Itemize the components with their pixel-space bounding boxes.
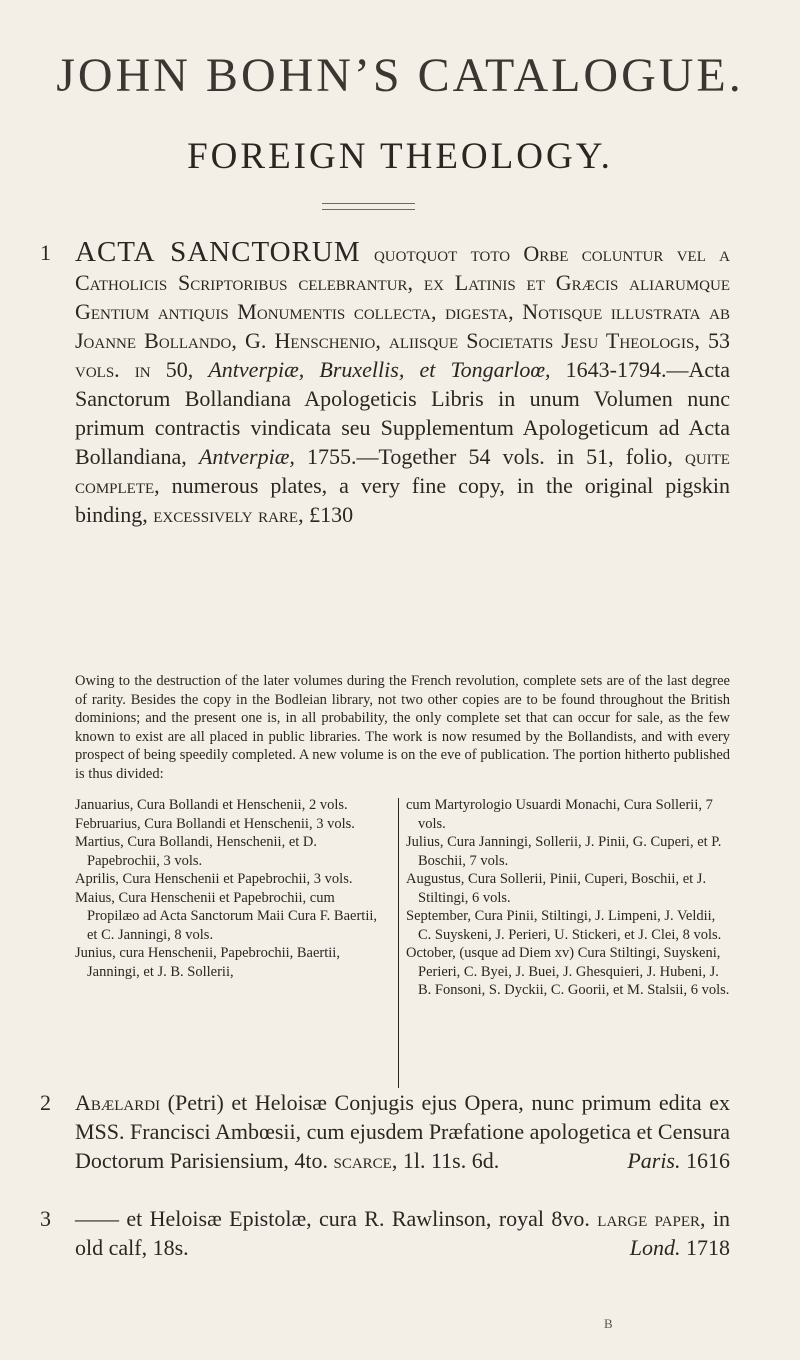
entry-imprint: Lond. 1718 <box>629 1235 730 1260</box>
months-column-right <box>406 796 730 1000</box>
list-item: Januarius, Cura Bollandi et Henschenii, 2 vols. <box>75 797 348 813</box>
entry-imprint: Paris. 1616 <box>627 1148 730 1173</box>
months-column-left <box>75 796 380 981</box>
list-item: Martius, Cura Bollandi, Henschenii, et D. Papebrochii, 3 vols. <box>75 834 318 869</box>
list-item: Junius, cura Henschenii, Papebrochii, Baertii, Janningi, et J. B. Sollerii, <box>75 945 340 980</box>
entry-price: in old calf, 18s. <box>75 1206 730 1260</box>
section-title: FOREIGN THEOLOGY. <box>187 136 613 177</box>
divider-rule <box>322 203 415 204</box>
list-item: Februarius, Cura Bollandi et Henschenii, 3 vols. <box>75 815 355 832</box>
entry-author: Abælardi <box>75 1090 161 1115</box>
entry-number: 3 <box>40 1206 51 1231</box>
list-item: Julius, Cura Janningi, Sollerii, J. Pinii, G. Cuperi, et P. Boschii, 7 vols. <box>406 834 722 869</box>
entry-number: 1 <box>40 240 51 265</box>
list-item: Aprilis, Cura Henschenii et Papebrochii, 3 vols. <box>75 871 353 887</box>
divider-rule <box>322 209 415 210</box>
list-item: Maius, Cura Henschenii et Papebrochii, cum Propilæo ad Acta Sanctorum Maii Cura F. Baertii, et C. Janningi, 8 vols. <box>75 889 378 943</box>
entry-price: £130 <box>303 502 354 527</box>
entry-title: ACTA SANCTORUM <box>75 236 361 268</box>
signature-mark: B <box>604 1316 613 1331</box>
column-divider <box>398 798 399 1088</box>
entry-text: ACTA SANCTORUM quotquot toto Orbe coluntur vel a Catholicis Scriptoribus celebrantur, ex Latinis et Græcis aliarumque Gentium antiquis Monumentis collecta, digesta, Notisque illustrata ab Joanne Bollando, G. Henschenio, aliisque Societatis Jesu Theologis, 53 vols. in 50, Antverpiæ, Bruxellis, et Tongarloœ, 1643-1794.—Acta Sanctorum Bollandiana Apologeticis Libris in unum Volumen nunc primum contractis vindicata seu Supplementum Apologeticum ad Acta Bollandiana, Antverpiæ, 1755.—Together 54 vols. in 51, folio, quite complete, numerous plates, a very fine copy, in the original pigskin binding, excessively rare, £130 <box>75 236 731 527</box>
entry-text: —— et Heloisæ Epistolæ, cura R. Rawlinson, royal 8vo. large paper, in old calf, 18s. Lond. 1718 <box>75 1206 730 1260</box>
list-item: cum Martyrologio Usuardi Monachi, Cura Sollerii, 7 vols. <box>406 797 713 832</box>
list-item: October, (usque ad Diem xv) Cura Stiltingi, Suyskeni, Perieri, C. Byei, J. Buei, J. Ghesquieri, J. Hubeni, J. B. Fonsoni, S. Dyckii, C. Goorii, et M. Stalsii, 6 vols. <box>406 945 730 998</box>
entry-price: 1l. 11s. 6d. <box>397 1148 500 1173</box>
entry-text: Abælardi (Petri) et Heloisæ Conjugis ejus Opera, nunc primum edita ex MSS. Francisci Ambœsii, cum ejusdem Præfatione apologetica et Censura Doctorum Parisiensium, 4to. scarce, 1l. 11s. 6d. Paris. 1616 <box>75 1090 731 1173</box>
entry-note: Owing to the destruction of the later volumes during the French revolution, complete sets are of the last degree of rarity. Besides the copy in the Bodleian library, not two other copies are to be found throughout the British dominions; and the present one is, in all probability, the only complete set that can occur for sale, as the few known to exist are all placed in public libraries. The work is now resumed by the Bollandists, and with every prospect of being speedily completed. A new volume is on the eve of publication. The portion hitherto published is thus divided: <box>75 673 730 782</box>
list-item: Augustus, Cura Sollerii, Pinii, Cuperi, Boschii, et J. Stiltingi, 6 vols. <box>406 871 707 906</box>
list-item: September, Cura Pinii, Stiltingi, J. Limpeni, J. Veldii, C. Suyskeni, J. Perieri, U. Stickeri, et J. Clei, 8 vols. <box>406 908 722 943</box>
running-title: JOHN BOHN’S CATALOGUE. <box>56 49 744 102</box>
entry-number: 2 <box>40 1090 51 1115</box>
